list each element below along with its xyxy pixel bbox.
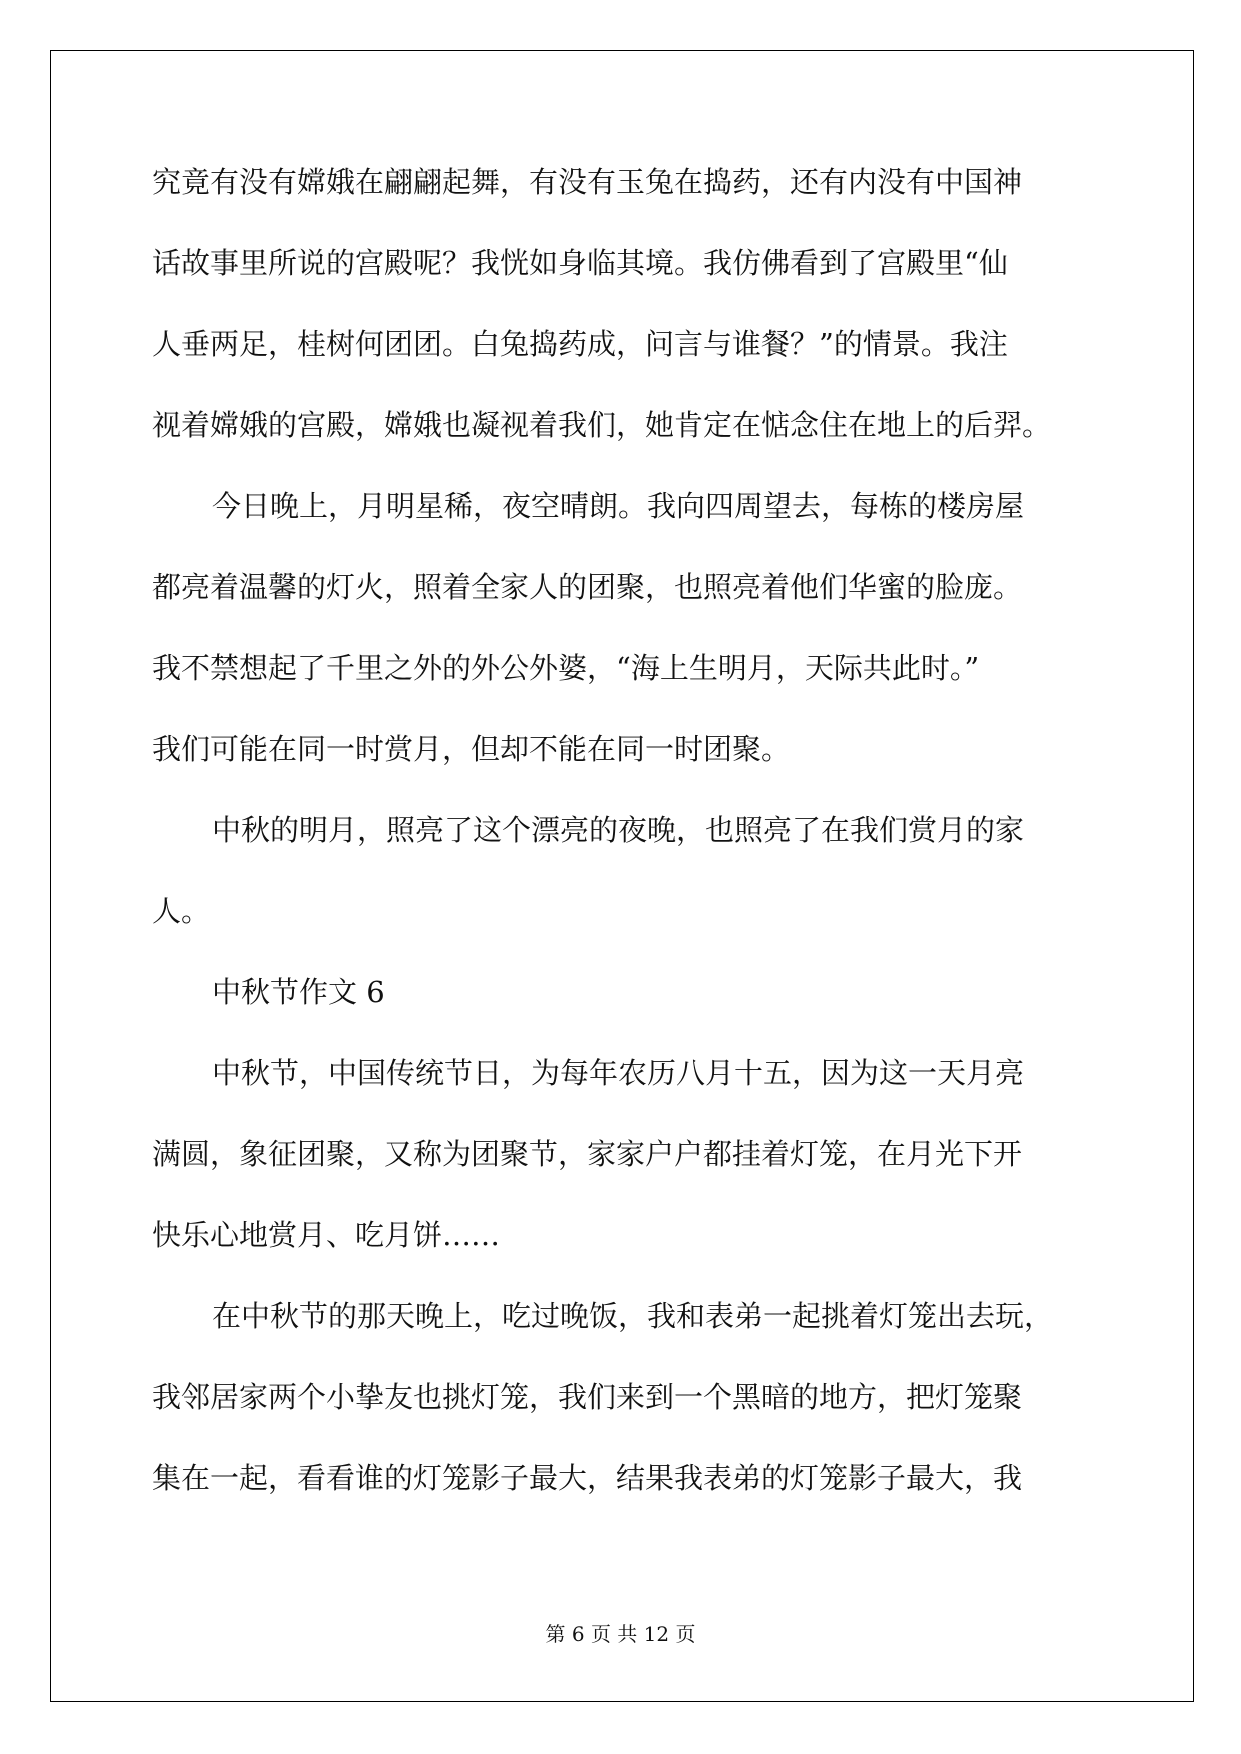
text-line: 今日晚上，月明星稀，夜空晴朗。我向四周望去，每栋的楼房屋 [212,489,1025,523]
text-line: 中秋的明月，照亮了这个漂亮的夜晚，也照亮了在我们赏月的家 [212,813,1025,847]
document-body [152,162,1092,1539]
text-line: 视着嫦娥的宫殿，嫦娥也凝视着我们，她肯定在惦念住在地上的后羿。 [152,408,1052,442]
text-line: 满圆，象征团聚，又称为团聚节，家家户户都挂着灯笼，在月光下开 [152,1137,1023,1171]
text-line: 人垂两足，桂树何团团。白兔捣药成，问言与谁餐？”的情景。我注 [152,327,1008,361]
text-line: 在中秋节的那天晚上，吃过晚饭，我和表弟一起挑着灯笼出去玩， [212,1299,1054,1333]
text-line: 都亮着温馨的灯火，照着全家人的团聚，也照亮着他们华蜜的脸庞。 [152,570,1023,604]
text-line: 我不禁想起了千里之外的外公外婆，“海上生明月，天际共此时。” [152,651,980,685]
text-line: 快乐心地赏月、吃月饼…… [152,1218,501,1252]
section-heading: 中秋节作文 6 [212,975,385,1009]
text-line: 究竟有没有嫦娥在翩翩起舞，有没有玉兔在捣药，还有内没有中国神 [152,165,1023,199]
page-number-footer: 第 6 页 共 12 页 [545,1622,696,1646]
text-line: 话故事里所说的宫殿呢？我恍如身临其境。我仿佛看到了宫殿里“仙 [152,246,1008,280]
text-line: 人。 [152,894,211,928]
text-line: 我们可能在同一时赏月，但却不能在同一时团聚。 [152,732,791,766]
text-line: 集在一起，看看谁的灯笼影子最大，结果我表弟的灯笼影子最大，我 [152,1461,1023,1495]
text-line: 我邻居家两个小挚友也挑灯笼，我们来到一个黑暗的地方，把灯笼聚 [152,1380,1023,1414]
text-line: 中秋节，中国传统节日，为每年农历八月十五，因为这一天月亮 [212,1056,1025,1090]
